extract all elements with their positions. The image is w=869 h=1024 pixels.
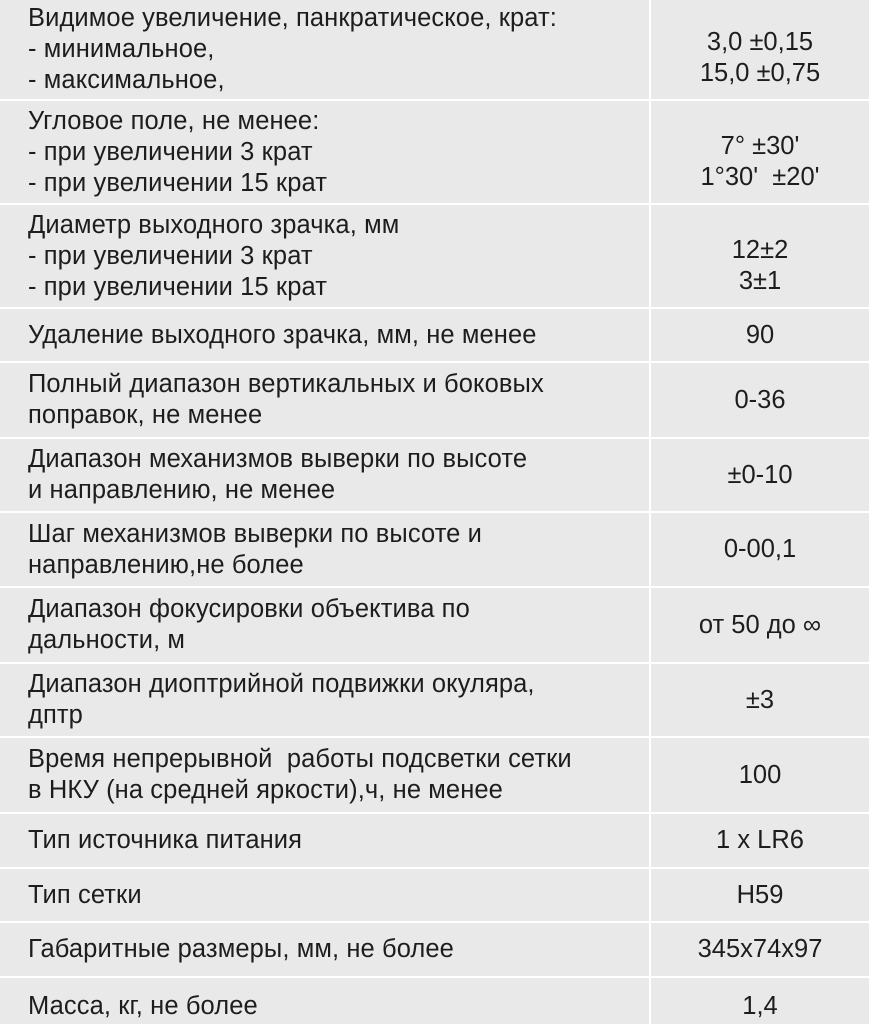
label-line: - минимальное, — [28, 35, 215, 63]
spec-value — [651, 101, 869, 203]
spec-value — [651, 513, 869, 586]
spec-value — [651, 363, 869, 437]
value-line: 3,0 ±0,15 — [706, 28, 814, 56]
label-line: Удаление выходного зрачка, мм, не менее — [28, 320, 537, 349]
value-line: 90 — [745, 320, 775, 349]
spec-label — [0, 101, 651, 203]
spec-label — [0, 0, 651, 99]
spec-value — [651, 205, 869, 307]
spec-row-correction-range — [0, 363, 869, 439]
label-line: дптр — [28, 701, 83, 729]
label-line: Полный диапазон вертикальных и боковых — [28, 370, 544, 398]
spec-row-alignment-range — [0, 439, 869, 513]
value-line: 1°30' ±20' — [700, 163, 820, 191]
label-line: Диаметр выходного зрачка, мм — [28, 210, 400, 239]
label-line: дальности, м — [28, 626, 186, 654]
spec-label — [0, 923, 651, 976]
value-line: 3±1 — [738, 267, 782, 295]
label-line: - при увеличении 15 крат — [28, 168, 327, 197]
label-line: и направлению, не менее — [28, 476, 336, 504]
label-line: Время непрерывной работы подсветки сетки — [28, 745, 572, 773]
spec-row-dimensions — [0, 923, 869, 978]
value-line: 100 — [738, 760, 782, 789]
spec-row-exit-pupil-diameter — [0, 205, 869, 309]
value-line: ±0-10 — [727, 460, 793, 489]
value-line: 345x74x97 — [697, 935, 823, 963]
label-line: Габаритные размеры, мм, не более — [28, 935, 454, 963]
value-line: от 50 до ∞ — [698, 610, 822, 639]
value-line: 0-36 — [734, 385, 786, 414]
spec-label — [0, 814, 651, 867]
label-line: Видимое увеличение, панкратическое, крат: — [28, 4, 557, 32]
value-line: 12±2 — [731, 236, 789, 264]
spec-label — [0, 309, 651, 361]
label-line: Диапазон диоптрийной подвижки окуляра, — [28, 670, 535, 698]
spec-row-diopter-adjustment — [0, 664, 869, 738]
spec-value — [651, 664, 869, 736]
spec-label — [0, 869, 651, 921]
value-line: 0-00,1 — [723, 535, 797, 563]
spec-label — [0, 588, 651, 662]
label-line: Диапазон механизмов выверки по высоте — [28, 445, 528, 473]
spec-value — [651, 978, 869, 1024]
spec-label — [0, 513, 651, 586]
spec-row-magnification — [0, 0, 869, 101]
label-line: Шаг механизмов выверки по высоте и — [28, 519, 482, 548]
spec-value — [651, 0, 869, 99]
value-line: 7° ±30' — [720, 132, 800, 160]
spec-row-focus-range — [0, 588, 869, 664]
spec-value — [651, 309, 869, 361]
value-line: 15,0 ±0,75 — [699, 59, 821, 87]
label-line: - при увеличении 15 крат — [28, 272, 327, 301]
label-line: в НКУ (на средней яркости),ч, не менее — [28, 776, 503, 804]
spec-row-weight — [0, 978, 869, 1024]
spec-label — [0, 205, 651, 307]
value-line: Н59 — [736, 880, 784, 909]
spec-label — [0, 439, 651, 511]
spec-value — [651, 439, 869, 511]
spec-row-illumination-runtime — [0, 738, 869, 814]
spec-label — [0, 738, 651, 812]
spec-row-field-of-view — [0, 101, 869, 205]
spec-value — [651, 814, 869, 867]
label-line: направлению,не более — [28, 550, 304, 579]
spec-label — [0, 363, 651, 437]
label-line: поправок, не менее — [28, 401, 263, 429]
value-line: 1,4 — [742, 992, 778, 1020]
value-line: 1 x LR6 — [716, 826, 804, 854]
spec-row-power-source — [0, 814, 869, 869]
spec-value — [651, 738, 869, 812]
spec-value — [651, 588, 869, 662]
label-line: Угловое поле, не менее: — [28, 106, 320, 135]
label-line: - при увеличении 3 крат — [28, 137, 313, 166]
label-line: Тип сетки — [28, 880, 142, 909]
spec-value — [651, 869, 869, 921]
spec-value — [651, 923, 869, 976]
label-line: Масса, кг, не более — [28, 992, 258, 1020]
spec-row-eye-relief — [0, 309, 869, 363]
spec-label — [0, 664, 651, 736]
spec-label — [0, 978, 651, 1024]
label-line: Диапазон фокусировки объектива по — [28, 595, 470, 623]
value-line: ±3 — [745, 685, 775, 714]
label-line: - при увеличении 3 крат — [28, 241, 313, 270]
label-line: Тип источника питания — [28, 826, 303, 854]
spec-row-alignment-step — [0, 513, 869, 588]
spec-row-reticle-type — [0, 869, 869, 923]
label-line: - максимальное, — [28, 66, 225, 94]
